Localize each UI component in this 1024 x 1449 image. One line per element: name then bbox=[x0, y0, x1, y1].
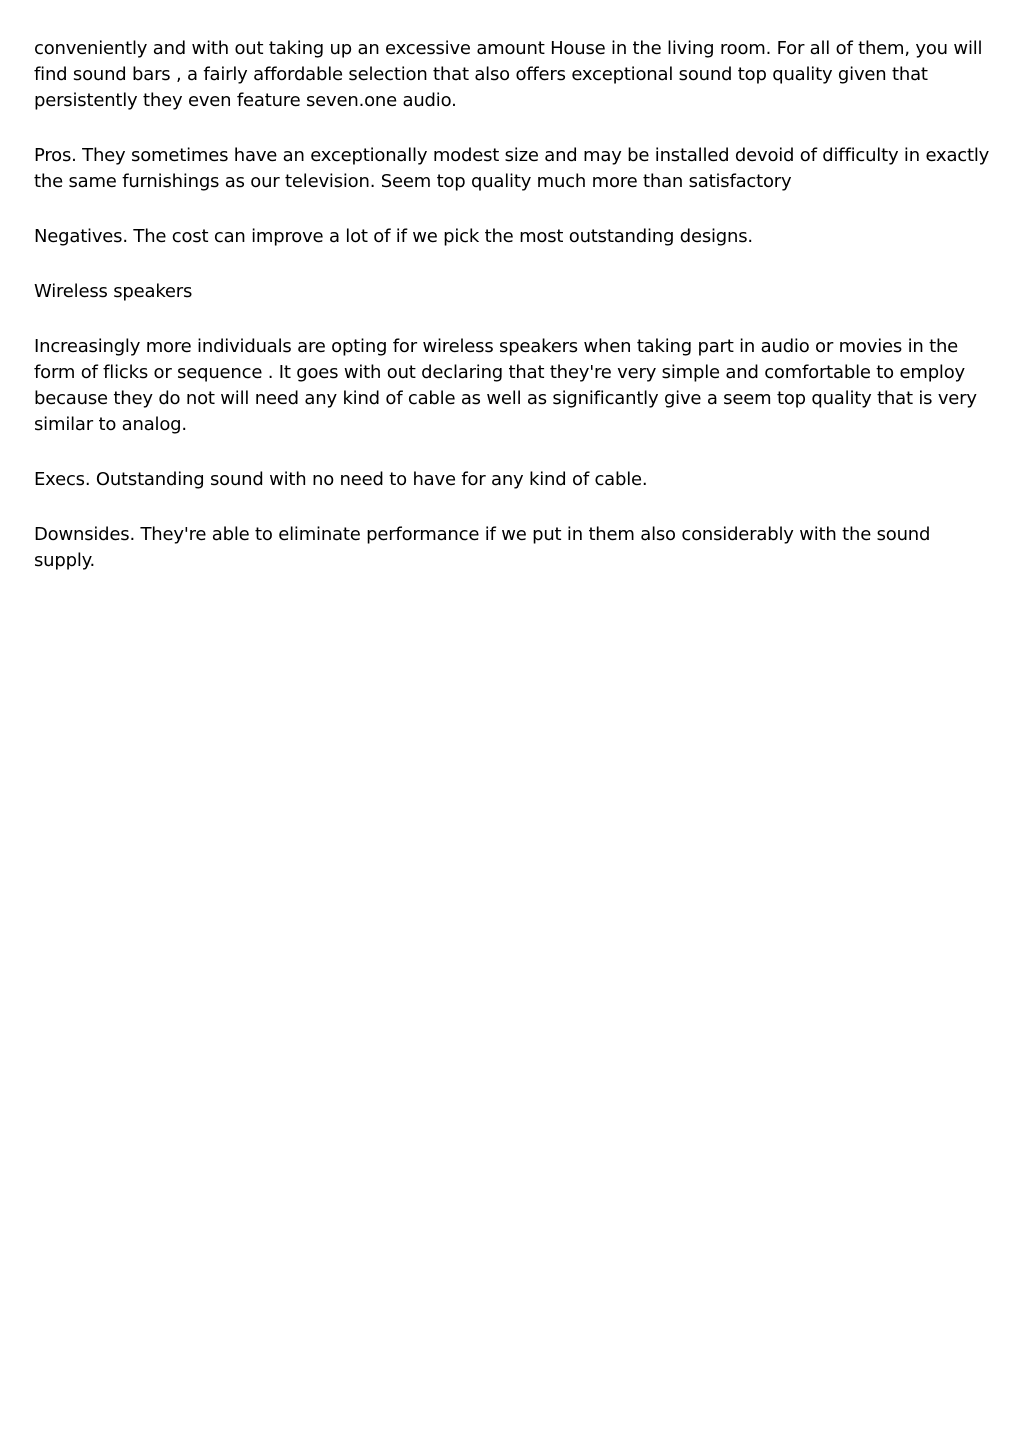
document-page bbox=[34, 36, 994, 603]
section-heading-wireless-speakers: Wireless speakers bbox=[34, 281, 193, 302]
paragraph-soundbars-pros: Pros. They sometimes have an exceptionally modest size and may be installed devoid of difficulty in exactly the same furnishings as our television. Seem top quality much more than satisfactory bbox=[34, 145, 990, 192]
paragraph-wireless-downsides: Downsides. They're able to eliminate performance if we put in them also considerably with the sound supply. bbox=[34, 524, 931, 571]
paragraph-soundbars-negatives: Negatives. The cost can improve a lot of if we pick the most outstanding designs. bbox=[34, 226, 753, 247]
paragraph-wireless-intro: Increasingly more individuals are opting for wireless speakers when taking part in audio or movies in the form of flicks or sequence . It goes with out declaring that they're very simple and comfortable to employ because they do not will need any kind of cable as well as significantly give a seem top quality that is very similar to analog. bbox=[34, 336, 977, 435]
paragraph-wireless-execs: Execs. Outstanding sound with no need to have for any kind of cable. bbox=[34, 469, 648, 490]
paragraph-soundbars-intro: conveniently and with out taking up an excessive amount House in the living room. For all of them, you will find sound bars , a fairly affordable selection that also offers exceptional sound top quality given that persistently they even feature seven.one audio. bbox=[34, 38, 983, 111]
